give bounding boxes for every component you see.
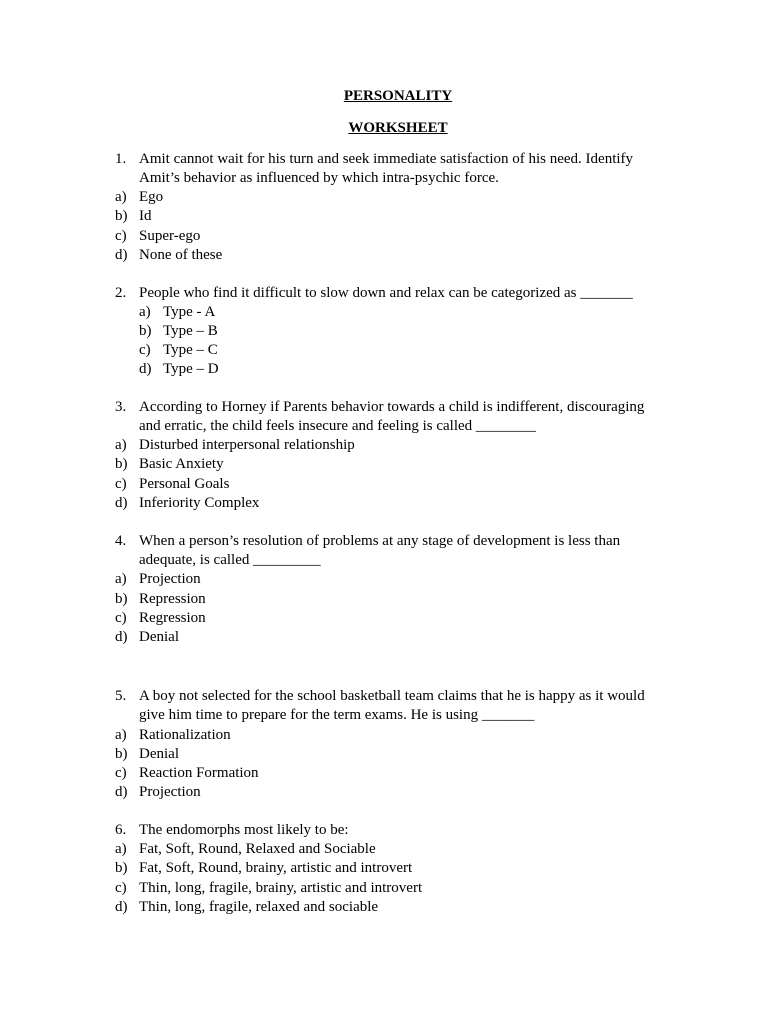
- option-text: Disturbed interpersonal relationship: [139, 437, 355, 453]
- option-text: Repression: [139, 591, 206, 607]
- option-label: c): [115, 228, 127, 244]
- option-label: a): [115, 571, 127, 587]
- option-text: Fat, Soft, Round, Relaxed and Sociable: [139, 841, 376, 857]
- option-text: Denial: [139, 629, 179, 645]
- option-text: Regression: [139, 610, 206, 626]
- option-text: Fat, Soft, Round, brainy, artistic and introvert: [139, 860, 413, 876]
- question-number: 4.: [115, 533, 127, 549]
- option-label: d): [115, 495, 128, 511]
- option-label: a): [115, 189, 127, 205]
- question-number: 2.: [115, 285, 127, 301]
- option-label: a): [139, 304, 151, 320]
- question-text-line: People who find it difficult to slow down and relax can be categorized as _______: [139, 285, 633, 301]
- option-label: c): [115, 610, 127, 626]
- option-label: b): [139, 323, 152, 339]
- option-text: Type - A: [163, 304, 216, 320]
- option-label: d): [115, 629, 128, 645]
- question-text-line: Amit cannot wait for his turn and seek immediate satisfaction of his need. Identify: [139, 151, 634, 167]
- option-label: d): [115, 899, 128, 915]
- option-text: Ego: [139, 189, 164, 205]
- option-text: Type – D: [163, 361, 219, 377]
- option-text: Thin, long, fragile, relaxed and sociable: [139, 899, 379, 915]
- question-text-line: give him time to prepare for the term exams. He is using _______: [139, 707, 535, 723]
- option-text: Inferiority Complex: [139, 495, 260, 511]
- option-label: c): [115, 880, 127, 896]
- option-label: d): [139, 361, 152, 377]
- option-text: Rationalization: [139, 727, 231, 743]
- option-label: d): [115, 784, 128, 800]
- question-text-line: When a person’s resolution of problems at any stage of development is less than: [139, 533, 621, 549]
- worksheet-title: PERSONALITY: [343, 88, 453, 104]
- option-text: Projection: [139, 571, 201, 587]
- option-text: Type – B: [163, 323, 218, 339]
- option-label: b): [115, 746, 128, 762]
- question-text-line: and erratic, the child feels insecure and feeling is called ________: [139, 418, 536, 434]
- question-number: 6.: [115, 822, 127, 838]
- worksheet-subtitle: WORKSHEET: [348, 120, 448, 136]
- option-text: Thin, long, fragile, brainy, artistic and introvert: [139, 880, 423, 896]
- question-text-line: According to Horney if Parents behavior towards a child is indifferent, discouraging: [139, 399, 645, 415]
- option-label: c): [115, 765, 127, 781]
- option-text: Super-ego: [139, 228, 201, 244]
- question-number: 3.: [115, 399, 127, 415]
- option-text: Id: [139, 208, 152, 224]
- question-text-line: adequate, is called _________: [139, 552, 321, 568]
- question-text-line: A boy not selected for the school basketball team claims that he is happy as it would: [139, 688, 645, 704]
- option-label: a): [115, 437, 127, 453]
- option-text: Basic Anxiety: [139, 456, 224, 472]
- option-label: c): [115, 476, 127, 492]
- option-text: Denial: [139, 746, 179, 762]
- option-label: d): [115, 247, 128, 263]
- question-text-line: The endomorphs most likely to be:: [139, 822, 349, 838]
- question-number: 1.: [115, 151, 127, 167]
- option-label: a): [115, 841, 127, 857]
- option-label: b): [115, 860, 128, 876]
- question-text-line: Amit’s behavior as influenced by which intra-psychic force.: [139, 170, 499, 186]
- option-label: a): [115, 727, 127, 743]
- option-label: b): [115, 456, 128, 472]
- option-label: c): [139, 342, 151, 358]
- option-text: Reaction Formation: [139, 765, 259, 781]
- question-number: 5.: [115, 688, 127, 704]
- option-label: b): [115, 591, 128, 607]
- option-text: Personal Goals: [139, 476, 230, 492]
- option-label: b): [115, 208, 128, 224]
- option-text: None of these: [139, 247, 223, 263]
- option-text: Projection: [139, 784, 201, 800]
- option-text: Type – C: [163, 342, 218, 358]
